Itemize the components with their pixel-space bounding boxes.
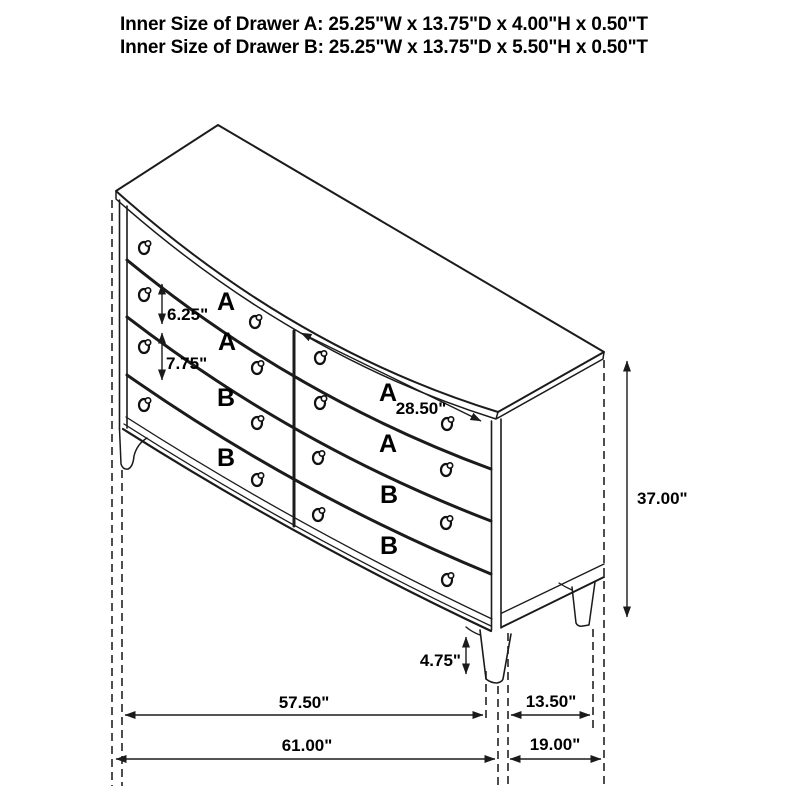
drawer-label-right-2: A	[378, 430, 398, 458]
knob-icon	[139, 241, 151, 254]
dresser-drawing	[116, 125, 604, 683]
title-line-drawer-a: Inner Size of Drawer A: 25.25"W x 13.75"D x 4.00"H x 0.50"T	[120, 14, 648, 35]
dim-text-side-depth: 13.50"	[525, 692, 577, 711]
knob-icon	[252, 473, 264, 486]
dim-text-drawer-b-height: 7.75"	[166, 354, 208, 373]
dim-text-overall-depth: 19.00"	[529, 735, 581, 754]
front-right-leg-bracket	[466, 627, 480, 635]
dim-text-top-width: 28.50"	[395, 399, 447, 418]
drawer-label-left-4: B	[216, 444, 236, 472]
back-right-leg-bracket	[559, 583, 572, 590]
dim-text-overall-width: 61.00"	[281, 736, 333, 755]
knob-icon	[250, 315, 262, 328]
knob-icon	[252, 416, 264, 429]
knob-icon	[139, 288, 151, 301]
drawer-label-right-1: A	[378, 379, 398, 407]
side-rail-top	[502, 564, 604, 613]
knob-icon	[441, 463, 453, 476]
knob-icon	[442, 417, 454, 430]
title-line-drawer-b: Inner Size of Drawer B: 25.25"W x 13.75"D x 5.50"H x 0.50"T	[120, 37, 648, 58]
knob-icon	[252, 361, 264, 374]
knob-icon	[139, 340, 151, 353]
dim-text-drawer-a-height: 6.25"	[167, 305, 209, 324]
dim-text-front-width: 57.50"	[278, 693, 330, 712]
knob-icon	[441, 516, 453, 529]
side-bottom-edge	[502, 577, 604, 627]
back-right-leg	[572, 582, 595, 626]
knob-icon	[313, 508, 325, 521]
knob-icon	[313, 451, 325, 464]
knob-icon	[139, 398, 151, 411]
drawer-label-left-1: A	[216, 288, 236, 316]
drawer-label-right-3: B	[379, 481, 399, 509]
knob-icon	[315, 396, 327, 409]
front-right-leg	[480, 630, 511, 683]
drawer-label-left-3: B	[216, 384, 236, 412]
dim-text-overall-height: 37.00"	[637, 489, 688, 508]
knob-icon	[442, 573, 454, 586]
knob-icon	[315, 351, 327, 364]
front-bottom-edge	[123, 429, 491, 631]
drawer-label-left-2: A	[217, 328, 237, 356]
dim-text-leg-height: 4.75"	[419, 651, 461, 670]
drawer-label-right-4: B	[379, 532, 399, 560]
